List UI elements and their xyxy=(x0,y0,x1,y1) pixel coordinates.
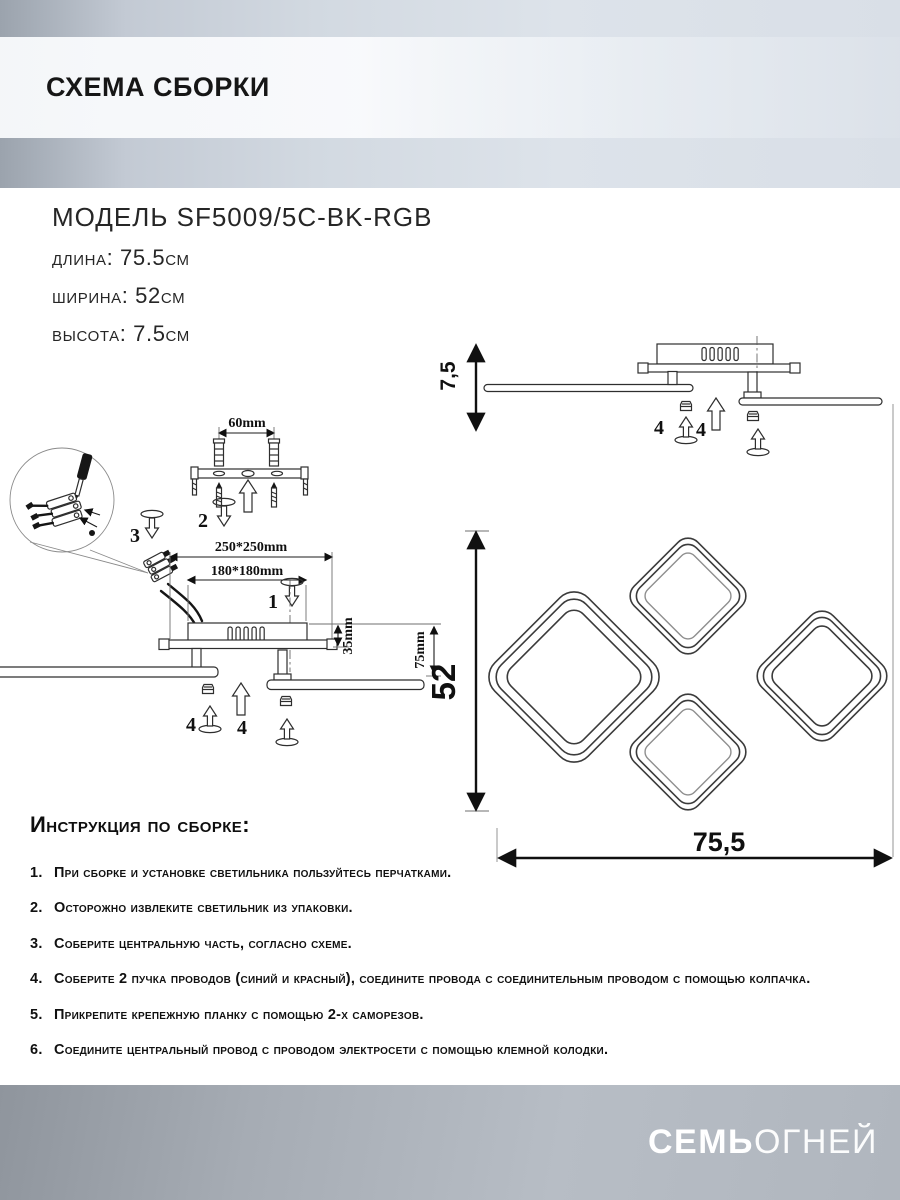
mounting-bracket-drawing xyxy=(191,416,308,532)
diamond-frame-right xyxy=(751,605,894,748)
instruction-text: Осторожно извлеките светильник из упаковки. xyxy=(54,900,353,917)
step2-label: 2 xyxy=(198,510,208,532)
page-title: СХЕМА СБОРКИ xyxy=(46,72,270,102)
assembly-diagram xyxy=(0,330,900,875)
instruction-item-5 xyxy=(30,1004,820,1026)
header-band xyxy=(0,0,900,188)
dim-body-height-label: 35mm xyxy=(341,617,356,655)
dim-top-width-label: 75,5 xyxy=(692,827,746,857)
instruction-text: Соберите центральную часть, согласно схеме. xyxy=(54,935,352,952)
header-inner-band xyxy=(0,37,900,138)
diamond-frame-top xyxy=(624,532,751,659)
spec-height: высота: 7.5см xyxy=(52,321,190,346)
dim-plate-inner-label: 180*180mm xyxy=(210,564,284,579)
instruction-number: 5. xyxy=(30,1006,43,1023)
step3-label: 3 xyxy=(130,525,140,547)
wire-to-body-2 xyxy=(161,591,196,626)
brand-wordmark-light: ОГНЕЙ xyxy=(753,1123,878,1161)
footer-band xyxy=(0,1085,900,1200)
dim-drop-height-label: 75mm xyxy=(413,631,428,669)
spec-length: длина: 75.5см xyxy=(52,245,190,270)
instruction-number: 1. xyxy=(30,865,43,881)
instruction-number: 6. xyxy=(30,1042,43,1059)
step4-label-side-a: 4 xyxy=(654,417,664,439)
dim-side-height-label: 7,5 xyxy=(437,361,460,391)
instruction-number: 4. xyxy=(30,971,43,988)
step4-label-side-b: 4 xyxy=(696,419,706,441)
brand-wordmark-bold: СЕМЬ xyxy=(647,1123,754,1161)
instructions-section xyxy=(30,812,820,1075)
instruction-text: Соберите 2 пучка проводов (синий и красный), соедините провода с соединительным проводом с помощью колпачка. xyxy=(54,971,811,988)
dim-bracket-span-label: 60mm xyxy=(228,416,266,431)
instruction-number: 3. xyxy=(30,935,43,952)
spec-width: ширина: 52см xyxy=(52,283,186,308)
top-view-drawing xyxy=(425,404,893,862)
wire-to-body-1 xyxy=(168,584,202,621)
step4-label-center-b: 4 xyxy=(237,717,247,739)
instruction-text: Соедините центральный провод с проводом электросети с помощью клемной колодки. xyxy=(54,1042,609,1059)
instruction-item-3 xyxy=(30,933,820,955)
instruction-item-4 xyxy=(30,968,820,990)
instruction-text: Прикрепите крепежную планку с помощью 2-х саморезов. xyxy=(54,1006,424,1023)
instruction-number: 2. xyxy=(30,900,43,917)
assembly-diagram-svg xyxy=(0,330,900,875)
wiring-detail-bubble xyxy=(10,448,202,626)
step1-label: 1 xyxy=(268,591,278,613)
step4-label-center-a: 4 xyxy=(186,714,196,736)
instruction-text: При сборке и установке светильника пользуйтесь перчатками. xyxy=(54,865,452,881)
dim-plate-outer-label: 250*250mm xyxy=(214,540,288,555)
terminal-block-detail xyxy=(25,488,85,533)
diamond-frame-bottom xyxy=(624,688,751,815)
instruction-item-6 xyxy=(30,1039,820,1061)
dim-top-height-label: 52 xyxy=(425,663,462,701)
instruction-item-1 xyxy=(30,862,820,884)
exploded-view-drawing xyxy=(0,540,441,746)
side-view-drawing xyxy=(437,336,882,456)
model-name: МОДЕЛЬ SF5009/5C-BK-RGB xyxy=(52,202,433,232)
instructions-title: Инструкция по сборке: xyxy=(30,812,250,837)
wire-connector xyxy=(143,548,179,582)
brand-wordmark xyxy=(648,1123,878,1162)
instruction-item-2 xyxy=(30,897,820,919)
